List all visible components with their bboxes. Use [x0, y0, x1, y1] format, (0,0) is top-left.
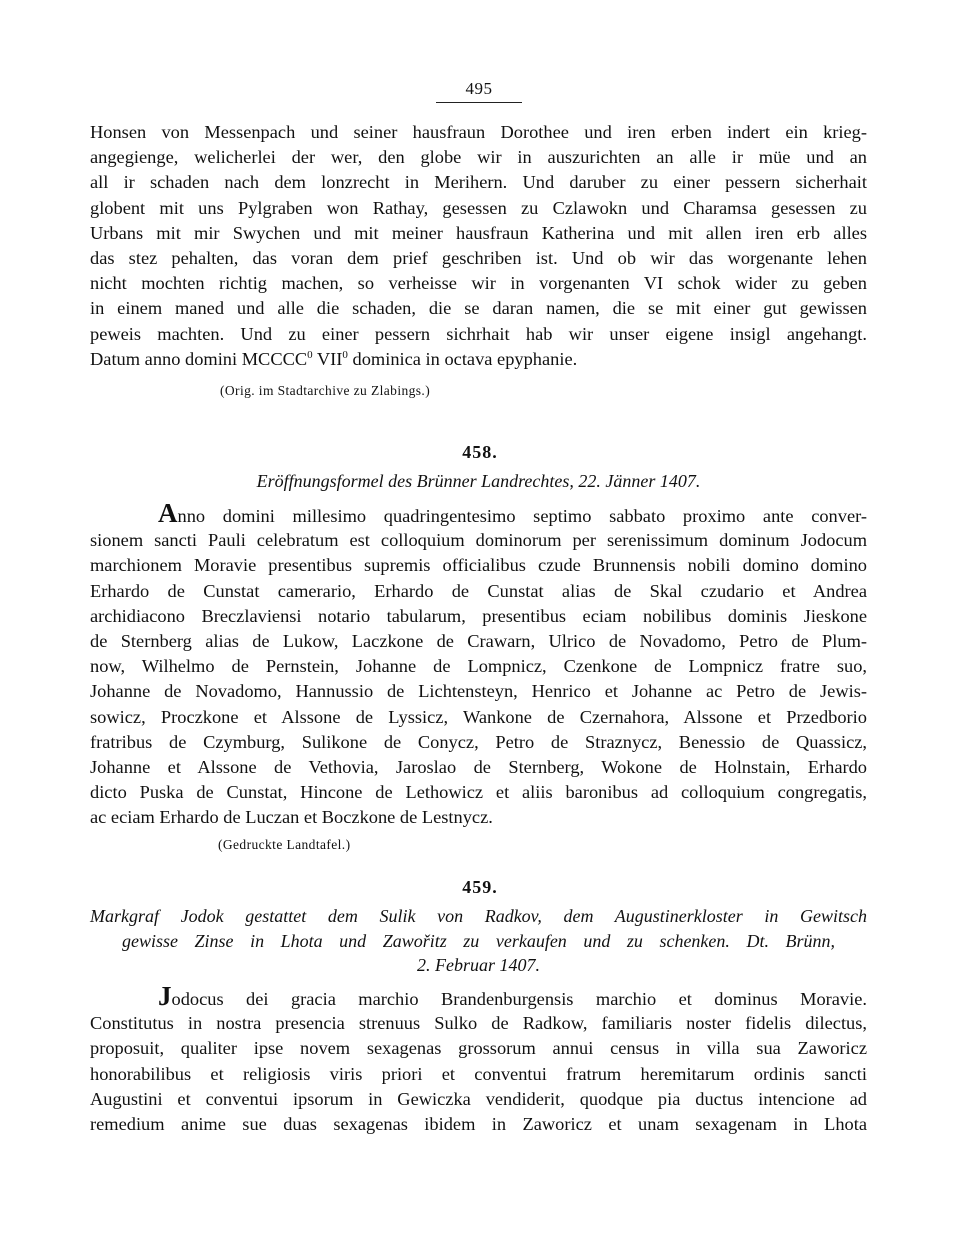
page-number: 495: [465, 79, 493, 98]
text-line: das stez pehalten, das voran dem prief geschriben ist. Und ob wir das worgenante lehen: [90, 247, 867, 268]
text-line: honorabilibus et religiosis viris priori et conventui fratrum heremitarum ordinis sancti: [90, 1063, 867, 1084]
dating-text: dominica in octava epyphanie.: [347, 348, 578, 369]
dating-text: VII: [312, 348, 343, 369]
continuation-paragraph: [90, 120, 867, 372]
dating-line: [90, 347, 867, 372]
text-line: archidiacono Breczlaviensi notario tabularum, presentibus eciam nobilibus dominis Jieskone: [90, 605, 867, 626]
heading-line: 2. Februar 1407.: [417, 955, 540, 975]
text-line: proposuit, qualiter ipse novem sexagenas grossorum annui census in villa sua Zaworicz: [90, 1038, 867, 1059]
first-line: [90, 498, 867, 528]
text-line: now, Wilhelmo de Pernstein, Johanne de Lompnicz, Czenkone de Lompnicz fratre suo,: [90, 656, 867, 677]
text-line: Johanne de Novadomo, Hannussio de Lichtensteyn, Henrico et Johanne ac Petro de Jewis-: [90, 681, 867, 702]
source-note: (Orig. im Stadtarchive zu Zlabings.): [220, 383, 431, 398]
source-note: (Gedruckte Landtafel.): [218, 837, 351, 852]
text-line: globent mit uns Pylgraben won Rathay, gesessen zu Czlawokn und Charamsa gesessen zu: [90, 197, 867, 218]
document-number: 458.: [462, 442, 498, 462]
text-line: dicto Puska de Cunstat, Hincone de Lethowicz et aliis baronibus ad colloquium congregatis,: [90, 782, 867, 803]
superscript: 0: [307, 348, 313, 361]
heading-line: gewisse Zinse in Lhota und Zawořitz zu verkaufen und zu schenken. Dt. Brünn,: [122, 930, 835, 951]
page-number-rule: [436, 102, 522, 103]
text-line: sionem sancti Pauli celebratum est colloquium dominorum per serenissimum dominum Jodocum: [90, 530, 867, 551]
text-line: Augustini et conventui ipsorum in Gewiczka vendiderit, quodque pia ductus intencione ad: [90, 1088, 867, 1109]
text-line: sowicz, Proczkone et Alssone de Lyssicz, Wankone de Czernahora, Alssone et Przedborio: [90, 706, 867, 727]
text-line: peweis machten. Und zu einer pessern sichrhait hab wir unser eigene insigl angehangt.: [90, 323, 867, 344]
text: nno domini millesimo quadringentesimo septimo sabbato proximo ante conver-: [177, 506, 867, 526]
text-line: Honsen von Messenpach und seiner hausfraun Dorothee und iren erben indert ein krieg-: [90, 122, 867, 142]
text-line: Erhardo de Cunstat camerario, Erhardo de Cunstat alias de Skal czudario et Andrea: [90, 580, 867, 601]
superscript: 0: [342, 348, 348, 361]
document-body: [90, 498, 867, 830]
text-line: Urbans mit mir Swychen und mit meiner hausfraun Katherina und mit allen iren erb alles: [90, 222, 867, 243]
text-line: all ir schaden nach dem lonzrecht in Merihern. Und daruber zu einer pessern sicherhait: [90, 172, 867, 193]
heading-line: Markgraf Jodok gestattet dem Sulik von Radkov, dem Augustinerkloster in Gewitsch: [90, 906, 867, 926]
text-line: in einem maned und alle die schaden, die se daran namen, die se mit einer gut gewissen: [90, 298, 867, 319]
text-line: marchionem Moravie presentibus supremis officialibus czude Brunnensis nobili domino domino: [90, 555, 867, 576]
text-line: angegienge, welicherlei der wer, den globe wir in auszurichten an alle ir müe und an: [90, 147, 867, 168]
text-line: nicht mochten richtig machen, so verheisse wir in vorgenanten VI schok wider zu geben: [90, 273, 867, 294]
document-body: [90, 981, 867, 1137]
text-line: fratribus de Czymburg, Sulikone de Conycz, Petro de Straznycz, Benessio de Quassicz,: [90, 731, 867, 752]
text-line: Johanne et Alssone de Vethovia, Jaroslao de Sternberg, Wokone de Holnstain, Erhardo: [90, 756, 867, 777]
heading-line: Eröffnungsformel des Brünner Landrechtes, 22. Jänner 1407.: [256, 471, 701, 491]
text: odocus dei gracia marchio Brandenburgensis marchio et dominus Moravie.: [171, 989, 867, 1009]
dating-text: Datum anno domini MCCCC: [90, 348, 308, 369]
first-line: [90, 981, 867, 1011]
text-line: Constitutus in nostra presencia strenuus Sulko de Radkow, familiaris noster fidelis dilectus,: [90, 1013, 867, 1034]
document-heading: [90, 904, 867, 978]
document-heading: [90, 469, 867, 494]
initial-letter: J: [158, 981, 172, 1011]
text-line: remedium anime sue duas sexagenas ibidem in Zaworicz et unam sexagenam in Lhota: [90, 1113, 867, 1134]
text-line: de Sternberg alias de Lukow, Laczkone de Crawarn, Ulrico de Novadomo, Petro de Plum-: [90, 630, 867, 651]
document-number: 459.: [462, 877, 498, 897]
text-line: ac eciam Erhardo de Luczan et Boczkone de Lestnycz.: [90, 807, 493, 828]
initial-letter: A: [158, 498, 178, 528]
